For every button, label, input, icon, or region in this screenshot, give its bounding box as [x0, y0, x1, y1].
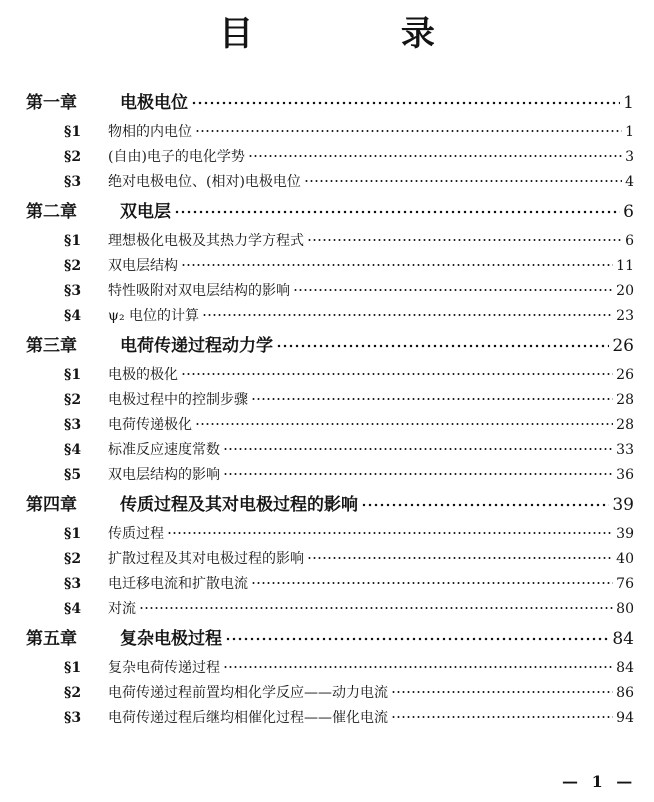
chapter-number: 第四章: [26, 495, 77, 515]
dot-leader: [276, 344, 609, 348]
page-number: 33: [616, 442, 634, 458]
section-title: 电荷传递过程后继均相催化过程——催化电流: [108, 710, 388, 726]
toc-section-entry: [26, 706, 634, 731]
dot-leader: [293, 288, 613, 292]
section-number: §4: [64, 442, 82, 458]
toc-chapter-entry: [26, 195, 634, 229]
section-number: §3: [64, 710, 82, 726]
page-number: 36: [616, 467, 634, 483]
section-title: 扩散过程及其对电极过程的影响: [108, 551, 304, 567]
section-title: 物相的内电位: [108, 124, 192, 140]
section-title: 标准反应速度常数: [108, 442, 220, 458]
page-number: 1: [623, 93, 634, 113]
section-title: 特性吸附对双电层结构的影响: [108, 283, 290, 299]
page-number: 84: [616, 660, 634, 676]
toc-chapter-entry: [26, 86, 634, 120]
section-number: §3: [64, 417, 82, 433]
chapter-title: 电极电位: [120, 93, 188, 113]
section-number: §1: [64, 660, 82, 676]
chapter-number: 第五章: [26, 629, 77, 649]
page-number: 3: [625, 149, 634, 165]
toc-section-entry: [26, 413, 634, 438]
section-number: §2: [64, 258, 82, 274]
chapter-number: 第一章: [26, 93, 77, 113]
dot-leader: [391, 715, 613, 719]
dot-leader: [223, 447, 613, 451]
section-title: ψ₂ 电位的计算: [108, 308, 200, 324]
toc-section-entry: [26, 547, 634, 572]
table-of-contents: [26, 86, 634, 731]
toc-section-entry: [26, 656, 634, 681]
toc-section-entry: [26, 388, 634, 413]
page-number: 4: [625, 174, 634, 190]
section-number: §4: [64, 308, 82, 324]
page-number: 20: [616, 283, 634, 299]
footer-page-number: — 1 —: [562, 772, 637, 791]
page-number: 28: [616, 417, 634, 433]
dot-leader: [225, 637, 609, 641]
toc-section-entry: [26, 463, 634, 488]
section-title: 双电层结构的影响: [108, 467, 220, 483]
toc-chapter-entry: [26, 622, 634, 656]
chapter-number: 第三章: [26, 336, 77, 356]
chapter-title: 双电层: [120, 202, 171, 222]
dot-leader: [181, 372, 613, 376]
section-title: 绝对电极电位、(相对)电极电位: [108, 174, 301, 190]
toc-chapter-entry: [26, 488, 634, 522]
toc-section-entry: [26, 145, 634, 170]
toc-section-entry: [26, 597, 634, 622]
section-number: §3: [64, 576, 82, 592]
dot-leader: [195, 129, 622, 133]
dot-leader: [251, 581, 613, 585]
section-title: (自由)电子的电化学势: [108, 149, 245, 165]
toc-section-entry: [26, 438, 634, 463]
section-title: 电极的极化: [108, 367, 178, 383]
page-number: 76: [616, 576, 634, 592]
dot-leader: [223, 472, 613, 476]
dot-leader: [181, 263, 613, 267]
section-number: §2: [64, 149, 82, 165]
page-number: 23: [616, 308, 634, 324]
section-title: 电极过程中的控制步骤: [108, 392, 248, 408]
section-number: §1: [64, 233, 82, 249]
dot-leader: [248, 154, 622, 158]
dot-leader: [174, 210, 620, 214]
toc-section-entry: [26, 304, 634, 329]
dot-leader: [307, 556, 613, 560]
page-number: 80: [616, 601, 634, 617]
toc-section-entry: [26, 279, 634, 304]
section-title: 理想极化电极及其热力学方程式: [108, 233, 304, 249]
dot-leader: [251, 397, 613, 401]
dot-leader: [223, 665, 613, 669]
section-title: 对流: [108, 601, 136, 617]
dot-leader: [391, 690, 613, 694]
toc-section-entry: [26, 363, 634, 388]
toc-section-entry: [26, 170, 634, 195]
page-number: 1: [625, 124, 634, 140]
dot-leader: [139, 606, 613, 610]
toc-chapter-entry: [26, 329, 634, 363]
page-number: 94: [616, 710, 634, 726]
section-title: 电荷传递过程前置均相化学反应——动力电流: [108, 685, 388, 701]
section-number: §3: [64, 174, 82, 190]
section-title: 复杂电荷传递过程: [108, 660, 220, 676]
section-title: 传质过程: [108, 526, 164, 542]
section-title: 双电层结构: [108, 258, 178, 274]
toc-section-entry: [26, 120, 634, 145]
dot-leader: [307, 238, 622, 242]
chapter-number: 第二章: [26, 202, 77, 222]
section-number: §1: [64, 526, 82, 542]
chapter-title: 复杂电极过程: [120, 629, 222, 649]
dot-leader: [191, 101, 620, 105]
page-number: 40: [616, 551, 634, 567]
section-number: §4: [64, 601, 82, 617]
chapter-title: 电荷传递过程动力学: [120, 336, 273, 356]
dot-leader: [195, 422, 613, 426]
chapter-title: 传质过程及其对电极过程的影响: [120, 495, 358, 515]
page-number: 28: [616, 392, 634, 408]
section-number: §2: [64, 551, 82, 567]
toc-section-entry: [26, 681, 634, 706]
page-number: 26: [616, 367, 634, 383]
toc-section-entry: [26, 254, 634, 279]
dot-leader: [202, 313, 613, 317]
section-title: 电迁移电流和扩散电流: [108, 576, 248, 592]
dot-leader: [304, 179, 622, 183]
page-number: 26: [612, 336, 634, 356]
page-number: 86: [616, 685, 634, 701]
page-number: 84: [612, 629, 634, 649]
section-number: §2: [64, 392, 82, 408]
toc-section-entry: [26, 522, 634, 547]
section-number: §3: [64, 283, 82, 299]
toc-section-entry: [26, 572, 634, 597]
section-title: 电荷传递极化: [108, 417, 192, 433]
page-title: 目 录: [219, 14, 503, 54]
dot-leader: [361, 503, 609, 507]
section-number: §2: [64, 685, 82, 701]
section-number: §5: [64, 467, 82, 483]
section-number: §1: [64, 124, 82, 140]
dot-leader: [167, 531, 613, 535]
section-number: §1: [64, 367, 82, 383]
toc-section-entry: [26, 229, 634, 254]
page-number: 39: [616, 526, 634, 542]
page-number: 39: [612, 495, 634, 515]
page-number: 6: [625, 233, 634, 249]
page-number: 11: [616, 258, 634, 274]
page-number: 6: [623, 202, 634, 222]
